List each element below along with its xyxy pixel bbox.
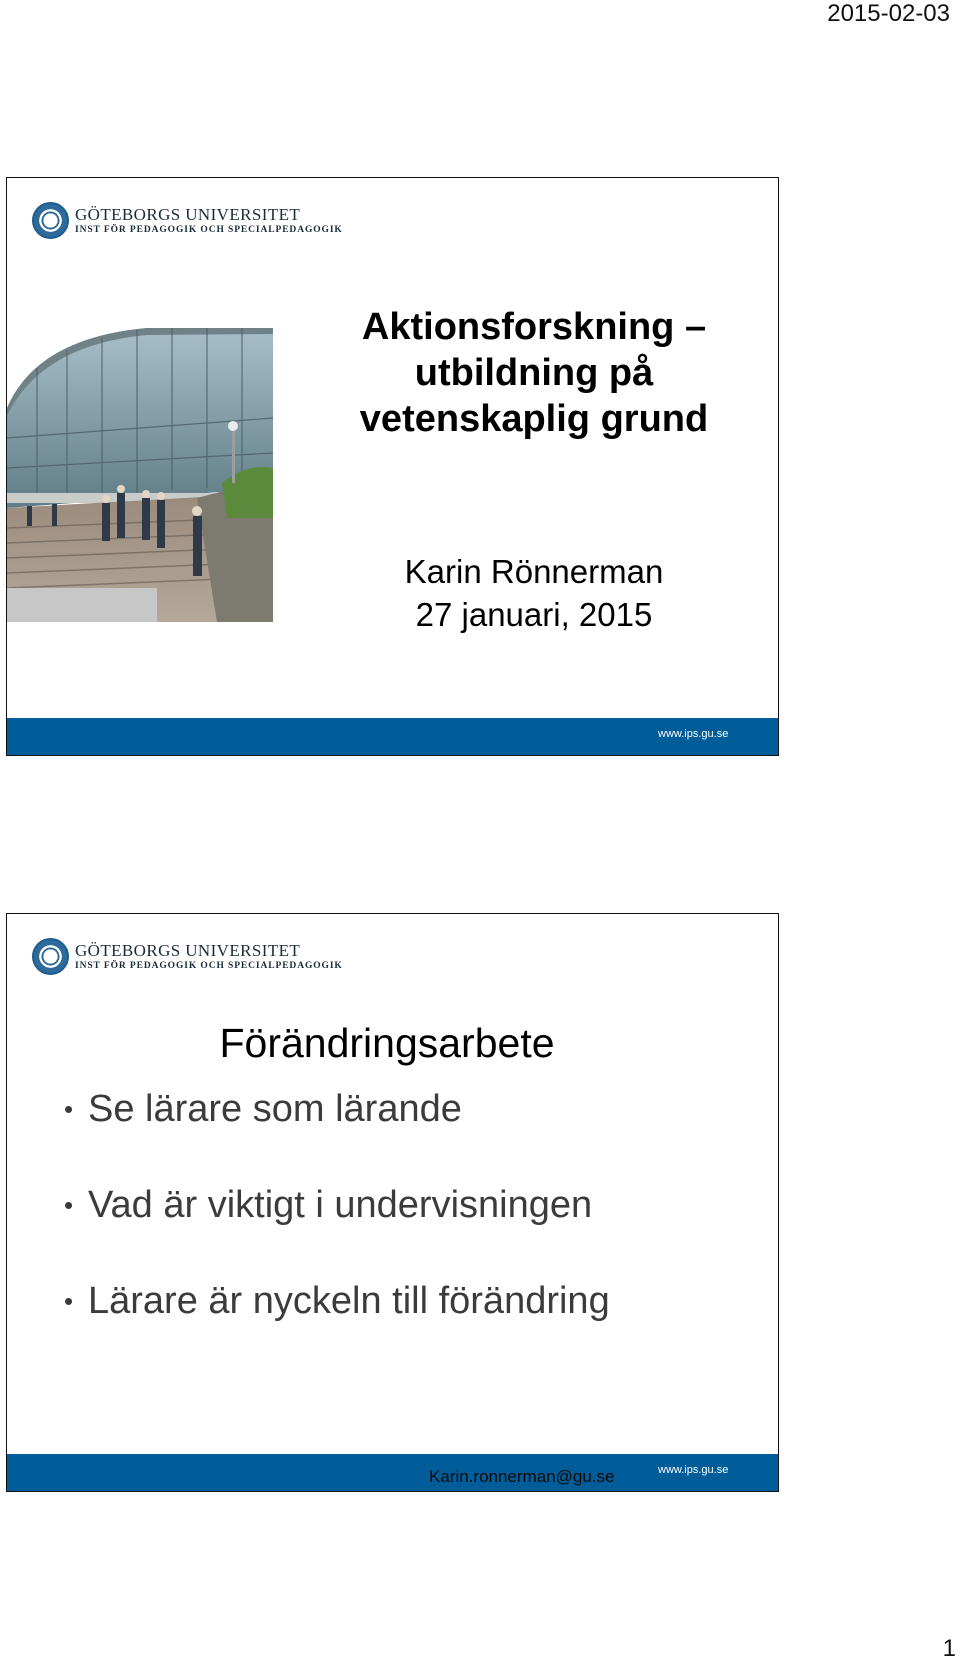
bullet-icon: • xyxy=(64,1190,74,1220)
university-seal-icon xyxy=(32,938,69,975)
list-item: • Se lärare som lärande xyxy=(64,1084,610,1134)
logo-university-name: GÖTEBORGS UNIVERSITET xyxy=(75,204,301,224)
footer-bar xyxy=(7,1454,778,1491)
bullet-list xyxy=(64,1084,610,1372)
slide-content-slide xyxy=(6,913,779,1492)
university-seal-icon xyxy=(32,202,69,239)
footer-url: www.ips.gu.se xyxy=(658,1464,729,1476)
footer-email: Karin.ronnerman@gu.se xyxy=(429,1467,615,1486)
author-name: Karin Rönnerman xyxy=(404,553,664,590)
logo-institute-name: INST FÖR PEDAGOGIK OCH SPECIALPEDAGOGIK xyxy=(75,960,343,971)
bullet-icon: • xyxy=(64,1286,74,1316)
bullet-icon: • xyxy=(64,1094,74,1124)
logo-university-name: GÖTEBORGS UNIVERSITET xyxy=(75,940,301,960)
list-item: • Lärare är nyckeln till förändring xyxy=(64,1276,610,1326)
author-block xyxy=(289,550,779,636)
page-date: 2015-02-03 xyxy=(827,0,950,27)
logo-institute-name: INST FÖR PEDAGOGIK OCH SPECIALPEDAGOGIK xyxy=(75,224,343,235)
list-item: • Vad är viktigt i undervisningen xyxy=(64,1180,610,1230)
presentation-date: 27 januari, 2015 xyxy=(415,596,653,633)
footer-url: www.ips.gu.se xyxy=(658,728,729,740)
slide-heading: Förändringsarbete xyxy=(219,1020,555,1066)
university-logo xyxy=(32,938,343,975)
page-number: 1 xyxy=(942,1635,956,1662)
university-logo xyxy=(32,202,343,239)
campus-building-photo xyxy=(7,268,273,622)
footer-bar xyxy=(7,718,778,755)
slide-title: Aktionsforskning – utbildning på vetenskaplig grund xyxy=(359,306,709,440)
slide-title-slide xyxy=(6,177,779,756)
